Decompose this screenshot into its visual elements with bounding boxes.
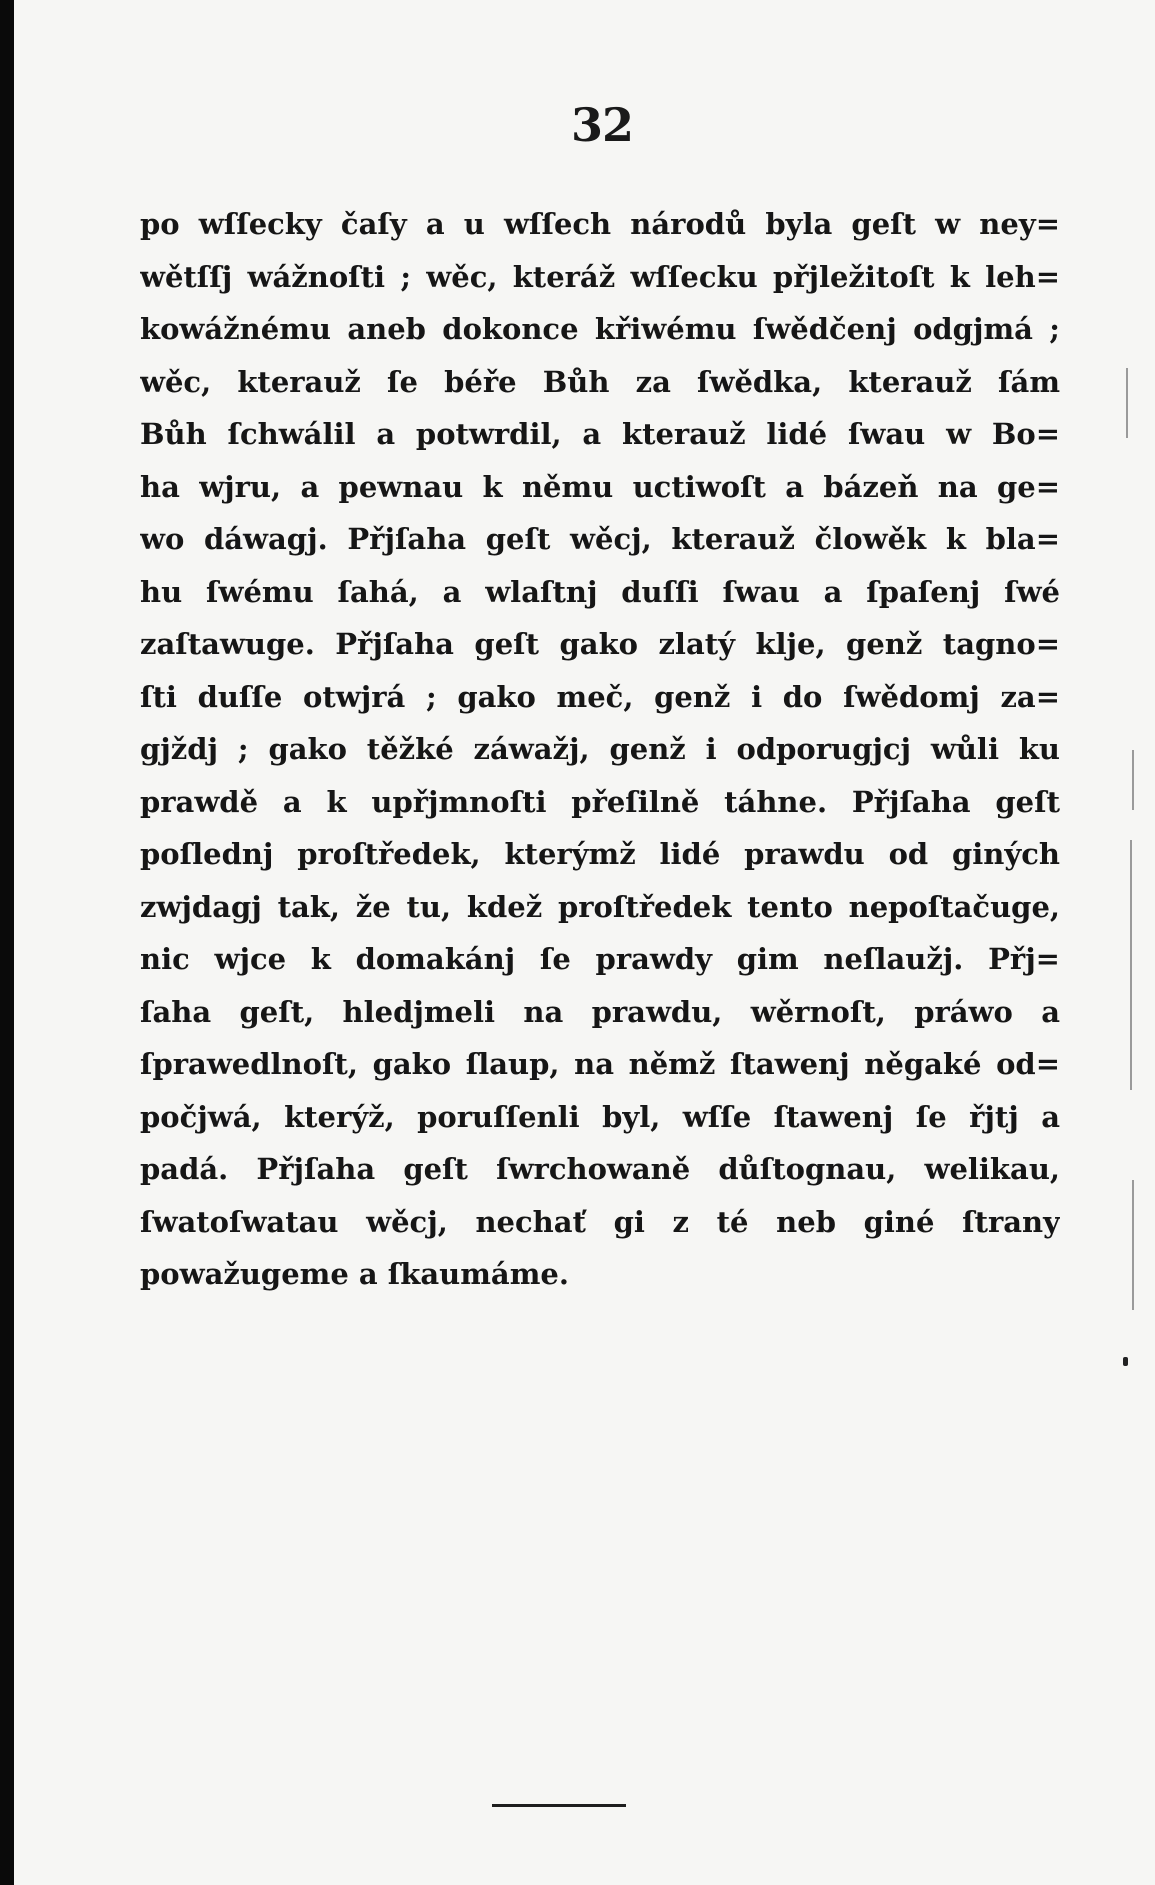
page-number: 32 bbox=[570, 98, 633, 152]
scan-edge-mark bbox=[1132, 1180, 1134, 1310]
text-line: po wſſecky čaſy a u wſſech národů byla geſt w ney= bbox=[140, 207, 1060, 241]
book-page bbox=[14, 0, 1155, 1885]
text-line: Bůh ſchwálil a potwrdil, a kterauž lidé ſwau w Bo= bbox=[140, 417, 1060, 451]
text-line: wětſſj wážnoſti ; wěc, kteráž wſſecku přjležitoſt k leh= bbox=[140, 259, 1060, 294]
text-line: počjwá, kterýž, poruſſenli byl, wſſe ſtawenj ſe řjtj a bbox=[140, 1099, 1060, 1134]
text-line: kowážnému aneb dokonce křiwému ſwědčenj odgjmá ; bbox=[140, 312, 1060, 346]
end-rule-divider bbox=[492, 1804, 626, 1807]
text-line: gjždj ; gako těžké záwažj, genž i odporugjcj wůli ku bbox=[140, 732, 1060, 766]
text-line: hu ſwému ſahá, a wlaſtnj duſſi ſwau a ſpaſenj ſwé bbox=[140, 574, 1060, 609]
scan-edge-mark bbox=[1132, 750, 1134, 810]
text-line: ſti duſſe otwjrá ; gako meč, genž i do ſwědomj za= bbox=[140, 679, 1060, 714]
text-line: nic wjce k domakánj ſe prawdy gim neſlaužj. Přj= bbox=[140, 942, 1060, 976]
text-line: padá. Přjſaha geſt ſwrchowaně důſtognau, welikau, bbox=[140, 1152, 1060, 1186]
text-line: wěc, kterauž ſe béře Bůh za ſwědka, kterauž ſám bbox=[140, 364, 1060, 399]
scan-shadow bbox=[0, 0, 14, 1885]
text-line: ha wjru, a pewnau k němu uctiwoſt a bázeň na ge= bbox=[140, 469, 1060, 504]
text-line: zwjdagj tak, že tu, kdež proſtředek tento nepoſtačuge, bbox=[140, 889, 1060, 924]
text-line: poſlednj proſtředek, kterýmž lidé prawdu od giných bbox=[140, 837, 1060, 871]
text-line: ſwatoſwatau wěcj, nechať gi z té neb giné ſtrany bbox=[140, 1204, 1060, 1239]
text-line: zaſtawuge. Přjſaha geſt gako zlatý klje, genž tagno= bbox=[140, 627, 1060, 661]
text-line: ſaha geſt, hledjmeli na prawdu, wěrnoſt, práwo a bbox=[140, 994, 1060, 1029]
text-line: prawdě a k upřjmnoſti přeſilně táhne. Přjſaha geſt bbox=[140, 784, 1060, 819]
scan-edge-mark bbox=[1126, 368, 1128, 438]
body-paragraph bbox=[140, 198, 1060, 1301]
text-line: powažugeme a ſkaumáme. bbox=[140, 1257, 569, 1291]
scan-speck bbox=[1123, 1357, 1128, 1366]
text-line: wo dáwagj. Přjſaha geſt wěcj, kterauž člowěk k bla= bbox=[140, 522, 1060, 556]
scan-edge-mark bbox=[1130, 840, 1132, 1090]
text-line: ſprawedlnoſt, gako ſlaup, na němž ſtawenj něgaké od= bbox=[140, 1047, 1060, 1081]
